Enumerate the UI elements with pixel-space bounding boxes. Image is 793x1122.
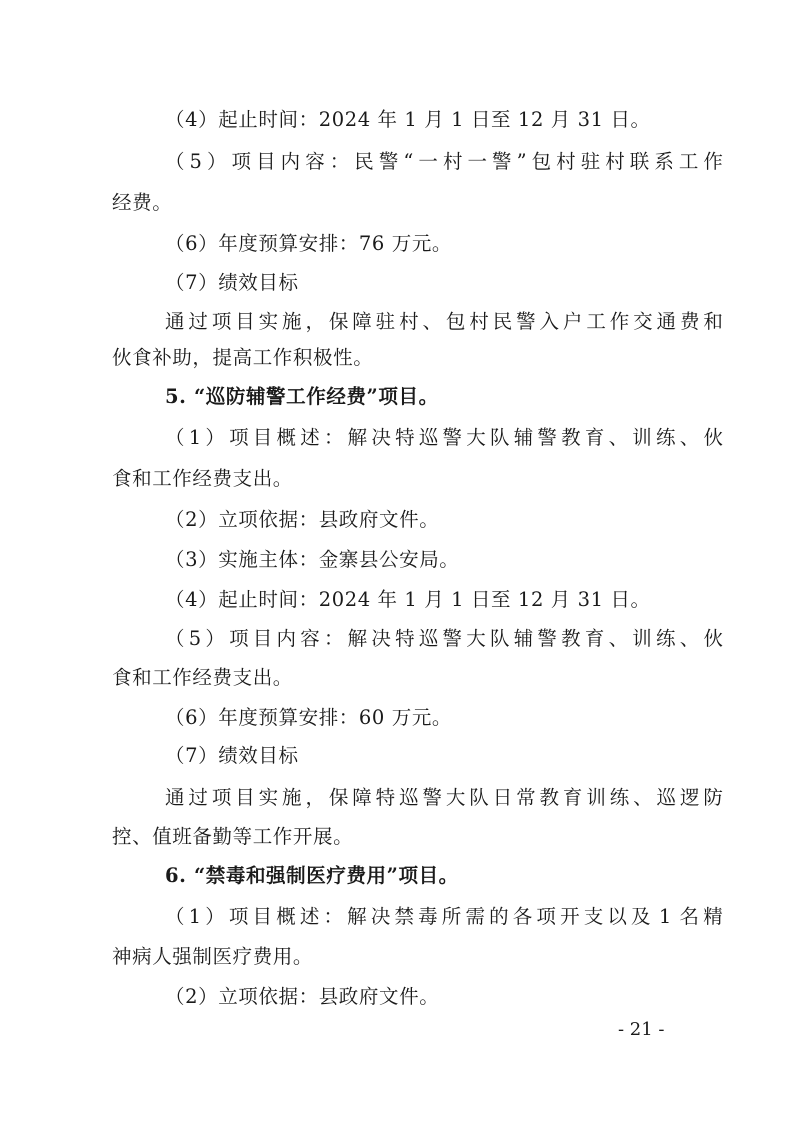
paragraph-line: （2）立项依据：县政府文件。 — [165, 508, 440, 531]
paragraph-line: 伙食补助，提高工作积极性。 — [112, 346, 374, 369]
paragraph-line: 食和工作经费支出。 — [112, 666, 293, 689]
paragraph-line: （3）实施主体：金寨县公安局。 — [165, 548, 460, 571]
section-heading: 6. “禁毒和强制医疗费用”项目。 — [165, 864, 459, 887]
paragraph-line: （ 5 ） 项 目 内 容 ： 民 警 “ 一 村 一 警 ” 包 村 驻 村 联 系 工 作 — [165, 150, 723, 173]
paragraph-line: 通 过 项 目 实 施 ， 保 障 特 巡 警 大 队 日 常 教 育 训 练 、 巡 逻 防 — [165, 786, 723, 809]
paragraph-line: （ 1 ） 项 目 概 述 ： 解 决 特 巡 警 大 队 辅 警 教 育 、 训 练 、 伙 — [165, 426, 723, 449]
paragraph-line: （7）绩效目标 — [165, 271, 299, 294]
page-number: - 21 - — [618, 1019, 665, 1040]
paragraph-line: （4）起止时间：2024 年 1 月 1 日至 12 月 31 日。 — [165, 588, 651, 611]
paragraph-line: （6）年度预算安排：60 万元。 — [165, 706, 453, 729]
paragraph-line: 通 过 项 目 实 施 ， 保 障 驻 村 、 包 村 民 警 入 户 工 作 交 通 费 和 — [165, 310, 723, 333]
paragraph-line: 神病人强制医疗费用。 — [112, 945, 314, 968]
section-heading: 5. “巡防辅警工作经费”项目。 — [165, 385, 439, 408]
paragraph-line: （ 1 ） 项 目 概 述 ： 解 决 禁 毒 所 需 的 各 项 开 支 以 及 1 名 精 — [165, 905, 723, 928]
paragraph-line: 控、值班备勤等工作开展。 — [112, 825, 354, 848]
paragraph-line: （4）起止时间：2024 年 1 月 1 日至 12 月 31 日。 — [165, 108, 651, 131]
paragraph-line: （6）年度预算安排：76 万元。 — [165, 232, 453, 255]
paragraph-line: 食和工作经费支出。 — [112, 467, 293, 490]
paragraph-line: （2）立项依据：县政府文件。 — [165, 985, 440, 1008]
paragraph-line: 经费。 — [112, 191, 173, 214]
paragraph-line: （7）绩效目标 — [165, 744, 299, 767]
paragraph-line: （ 5 ） 项 目 内 容 ： 解 决 特 巡 警 大 队 辅 警 教 育 、 训 练 、 伙 — [165, 627, 723, 650]
